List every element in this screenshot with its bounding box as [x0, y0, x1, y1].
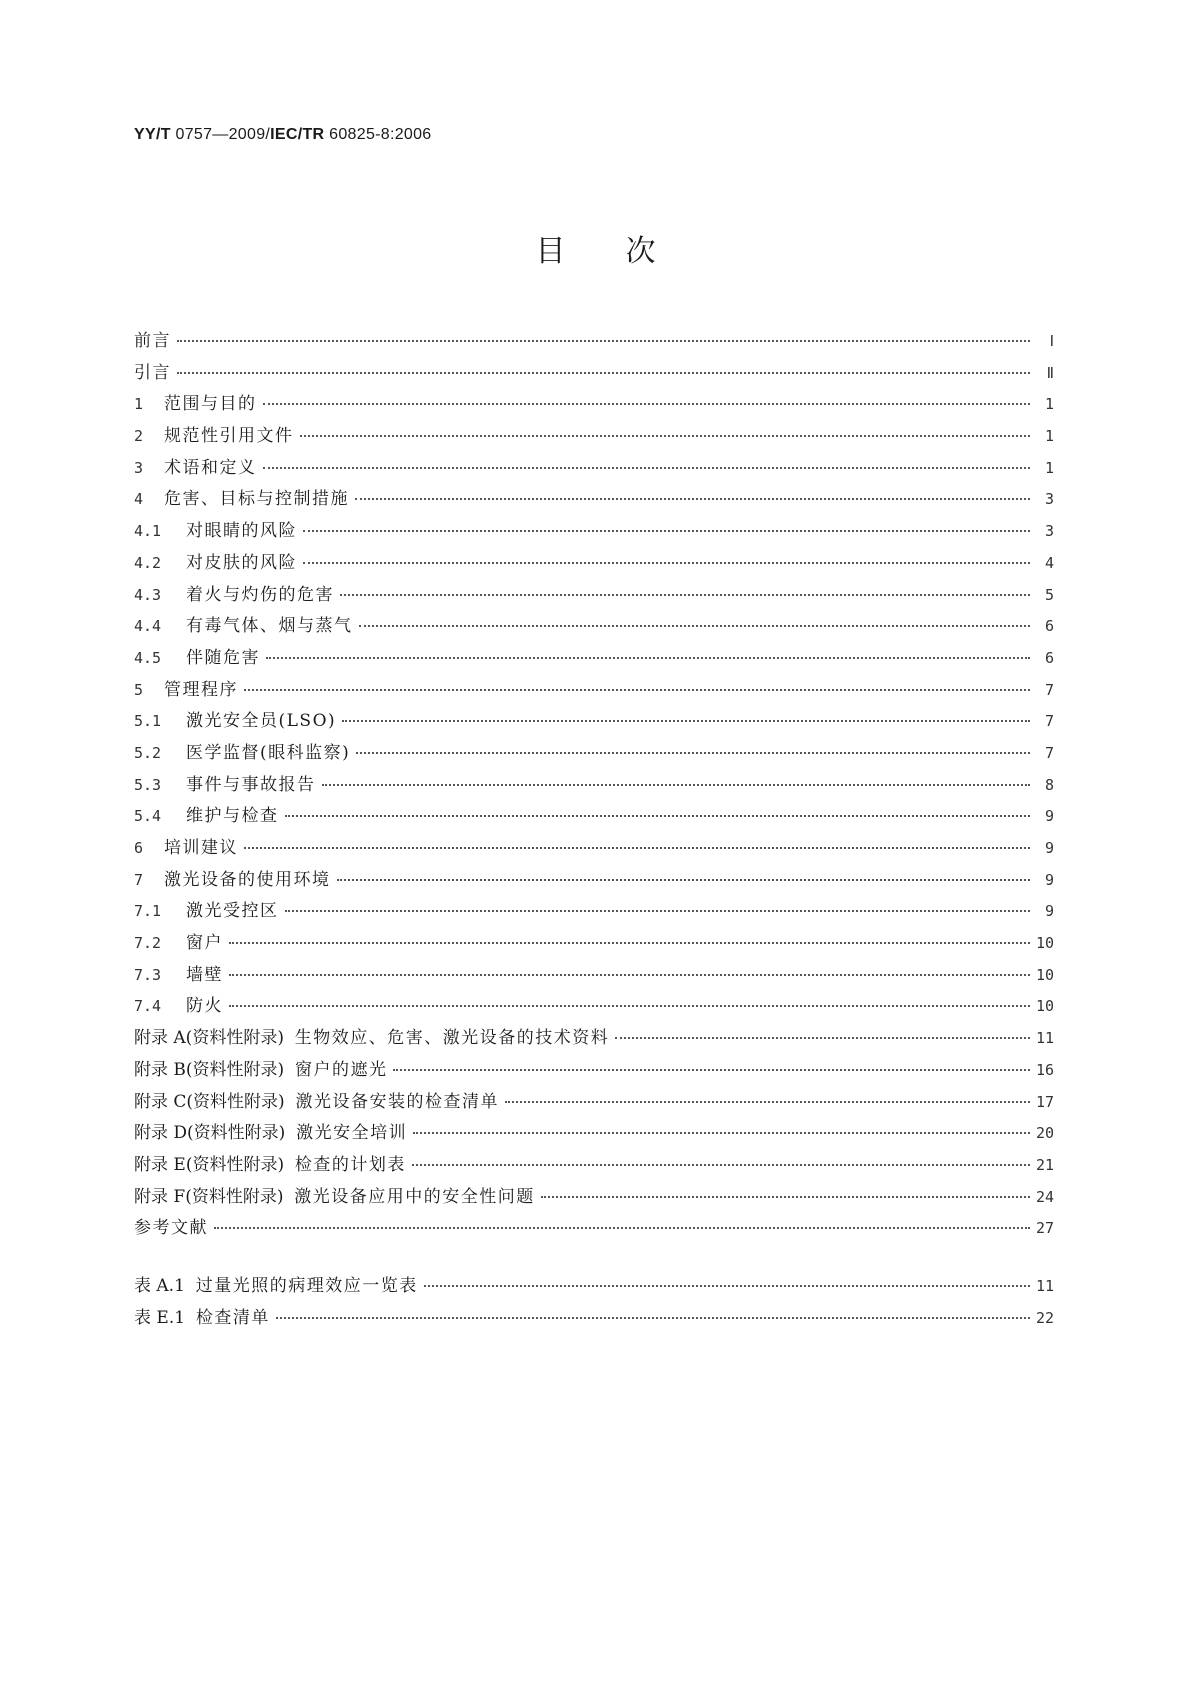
toc-entry-label: 危害、目标与控制措施 — [164, 489, 349, 510]
toc-entry-number: 2 — [134, 427, 144, 446]
toc-entry-label: 有毒气体、烟与蒸气 — [186, 616, 353, 637]
standard-code: YY/T — [134, 126, 171, 143]
toc-entry-label: 培训建议 — [164, 838, 238, 858]
toc-dot-leader — [424, 1285, 1030, 1287]
toc-entry[interactable] — [134, 580, 1054, 612]
toc-dot-leader — [303, 562, 1030, 564]
page-title: 目次 — [535, 234, 716, 269]
toc-entry-page: 21 — [1035, 1155, 1054, 1174]
toc-entry[interactable] — [134, 453, 1054, 485]
toc-entry-page: 27 — [1035, 1219, 1054, 1238]
toc-entry[interactable] — [134, 643, 1054, 675]
toc-dot-leader — [303, 530, 1030, 532]
toc-appendix-prefix: 附录 D(资料性附录) — [134, 1123, 297, 1144]
toc-appendix-prefix: 附录 B(资料性附录) — [134, 1059, 295, 1080]
toc-entry-label: 窗户的遮光 — [294, 1059, 388, 1080]
toc-dot-leader — [229, 974, 1030, 976]
toc-entry-number: 5.1 — [134, 712, 162, 731]
toc-entry-page: 11 — [1035, 1029, 1054, 1048]
toc-dot-leader — [340, 594, 1030, 596]
toc-entry-label: 着火与灼伤的危害 — [186, 584, 334, 605]
toc-entry[interactable] — [134, 675, 1054, 707]
toc-entry[interactable] — [134, 548, 1054, 580]
toc-entry-page: 1 — [1044, 395, 1054, 414]
toc-entry[interactable] — [134, 928, 1054, 960]
toc-table-entry[interactable] — [134, 1271, 1054, 1303]
toc-entry-number: 7.2 — [134, 934, 162, 953]
toc-entry-number: 1 — [134, 395, 144, 414]
toc-entry-number: 4.4 — [134, 617, 162, 636]
toc-entry-page: 7 — [1044, 712, 1054, 731]
table-of-contents — [134, 326, 1054, 1334]
toc-entry-page: 6 — [1044, 617, 1054, 636]
toc-entry-page: 1 — [1044, 458, 1054, 477]
toc-entry-number: 5.2 — [134, 743, 162, 762]
toc-entry-page: 1 — [1044, 427, 1054, 446]
toc-entry-label: 前言 — [134, 331, 171, 351]
toc-entry-label: 防火 — [186, 996, 223, 1017]
toc-entry-page: 16 — [1035, 1060, 1054, 1079]
toc-dot-leader — [300, 435, 1031, 437]
toc-dot-leader — [413, 1132, 1030, 1134]
toc-dot-leader — [266, 657, 1030, 659]
toc-entry-label: 伴随危害 — [186, 647, 260, 668]
toc-entry[interactable] — [134, 1150, 1054, 1182]
toc-entry-number: 7.3 — [134, 965, 162, 984]
toc-entry-page: 10 — [1035, 965, 1054, 984]
toc-dot-leader — [359, 625, 1031, 627]
toc-entry-page: 7 — [1044, 680, 1054, 699]
toc-entry[interactable] — [134, 611, 1054, 643]
toc-table-number: 表 E.1 — [134, 1307, 196, 1328]
toc-entry-number: 5.4 — [134, 807, 162, 826]
toc-entry[interactable] — [134, 389, 1054, 421]
toc-entry[interactable] — [134, 1055, 1054, 1087]
toc-entry[interactable] — [134, 1087, 1054, 1119]
toc-entry-number: 4.5 — [134, 648, 162, 667]
toc-dot-leader — [393, 1069, 1029, 1071]
toc-entry-page: 10 — [1035, 997, 1054, 1016]
toc-entry-number: 3 — [134, 458, 144, 477]
toc-dot-leader — [177, 340, 1030, 342]
toc-entry-page: 9 — [1044, 839, 1054, 857]
toc-appendix-prefix: 附录 F(资料性附录) — [134, 1186, 295, 1207]
toc-entry-page: 7 — [1044, 743, 1054, 762]
toc-entry-label: 激光设备安装的检查清单 — [295, 1091, 499, 1112]
toc-entry-page: 24 — [1035, 1187, 1054, 1206]
toc-dot-leader — [355, 498, 1030, 500]
toc-entry-page: 3 — [1044, 522, 1054, 541]
toc-dot-leader — [342, 720, 1030, 722]
toc-appendix-prefix: 附录 A(资料性附录) — [134, 1028, 295, 1049]
toc-entry-page: 10 — [1035, 934, 1054, 953]
toc-dot-leader — [356, 752, 1030, 754]
toc-entry-page: 8 — [1044, 775, 1054, 794]
toc-entry-number: 7.4 — [134, 997, 162, 1016]
toc-entry-label: 对眼睛的风险 — [186, 521, 297, 542]
toc-entry-label: 事件与事故报告 — [186, 774, 316, 795]
toc-entry-label: 过量光照的病理效应一览表 — [195, 1275, 418, 1296]
toc-dot-leader — [412, 1164, 1030, 1166]
toc-entry-label: 术语和定义 — [164, 457, 257, 478]
toc-entry-label: 范围与目的 — [164, 394, 257, 415]
toc-entry-number: 4.3 — [134, 585, 162, 604]
toc-entry-number: 5 — [134, 680, 144, 699]
toc-entry-label: 规范性引用文件 — [164, 426, 294, 447]
toc-entry-label: 激光安全员(LSO) — [186, 711, 337, 732]
toc-dot-leader — [322, 784, 1031, 786]
toc-entry-label: 窗户 — [186, 933, 223, 954]
toc-dot-leader — [285, 815, 1031, 817]
toc-entry-number: 4 — [134, 490, 144, 509]
toc-entry[interactable] — [134, 1023, 1054, 1055]
toc-entry-number: 4.2 — [134, 553, 162, 572]
toc-entry-label: 生物效应、危害、激光设备的技术资料 — [294, 1028, 610, 1049]
toc-dot-leader — [263, 403, 1031, 405]
toc-dot-leader — [244, 689, 1030, 691]
toc-appendix-prefix: 附录 E(资料性附录) — [134, 1154, 295, 1175]
toc-entry-label: 检查清单 — [195, 1307, 270, 1328]
toc-dot-leader — [337, 879, 1031, 881]
toc-dot-leader — [229, 1005, 1030, 1007]
toc-entry[interactable] — [134, 991, 1054, 1023]
toc-entry-label: 参考文献 — [134, 1218, 208, 1239]
toc-appendix-prefix: 附录 C(资料性附录) — [134, 1091, 296, 1112]
toc-entry-page: 20 — [1035, 1124, 1054, 1143]
toc-section-gap — [134, 1245, 1054, 1271]
toc-table-entry[interactable] — [134, 1303, 1054, 1335]
toc-table-number: 表 A.1 — [134, 1275, 196, 1296]
toc-entry-page: 17 — [1035, 1092, 1054, 1111]
toc-dot-leader — [263, 467, 1031, 469]
toc-dot-leader — [244, 847, 1030, 849]
toc-entry-page: Ⅰ — [1049, 332, 1054, 350]
toc-entry[interactable] — [134, 1182, 1054, 1214]
toc-entry[interactable] — [134, 1213, 1054, 1245]
toc-entry-label: 检查的计划表 — [294, 1154, 406, 1175]
toc-entry[interactable] — [134, 738, 1054, 770]
toc-entry-page: 9 — [1044, 902, 1054, 921]
toc-entry[interactable] — [134, 1118, 1054, 1150]
toc-entry[interactable] — [134, 326, 1054, 358]
toc-entry-number: 7.1 — [134, 902, 162, 921]
toc-entry[interactable] — [134, 770, 1054, 802]
toc-entry-label: 激光安全培训 — [296, 1123, 408, 1144]
toc-entry[interactable] — [134, 516, 1054, 548]
toc-entry[interactable] — [134, 358, 1054, 390]
iec-code: IEC/TR — [270, 126, 325, 143]
toc-entry-label: 管理程序 — [164, 679, 238, 700]
toc-dot-leader — [285, 910, 1031, 912]
toc-entry-label: 维护与检查 — [186, 806, 279, 827]
toc-entry-label: 激光设备应用中的安全性问题 — [294, 1186, 535, 1207]
toc-entry-label: 对皮肤的风险 — [186, 552, 297, 573]
toc-entry[interactable] — [134, 960, 1054, 992]
toc-dot-leader — [177, 372, 1030, 374]
standard-number: 0757—2009/ — [170, 126, 271, 143]
toc-entry[interactable] — [134, 421, 1054, 453]
toc-entry[interactable] — [134, 484, 1054, 516]
toc-dot-leader — [276, 1317, 1030, 1319]
toc-entry-label: 激光受控区 — [186, 901, 279, 922]
toc-entry-label: 医学监督(眼科监察) — [186, 742, 351, 763]
toc-entry-number: 5.3 — [134, 775, 162, 794]
toc-entry-page: 9 — [1044, 870, 1054, 889]
toc-entry[interactable] — [134, 865, 1054, 897]
document-header — [134, 126, 432, 144]
toc-entry[interactable] — [134, 706, 1054, 738]
toc-entry-page: 22 — [1035, 1308, 1054, 1327]
toc-dot-leader — [541, 1196, 1030, 1198]
toc-entry-page: 9 — [1044, 807, 1054, 826]
toc-entry-number: 6 — [134, 839, 144, 857]
toc-entry-page: 4 — [1044, 553, 1054, 572]
toc-dot-leader — [505, 1101, 1030, 1103]
toc-entry-page: Ⅱ — [1046, 363, 1054, 382]
toc-entry-page: 6 — [1044, 648, 1054, 667]
toc-entry-number: 4.1 — [134, 522, 162, 541]
toc-entry-page: 11 — [1035, 1276, 1054, 1295]
toc-entry-page: 3 — [1044, 490, 1054, 509]
toc-entry[interactable] — [134, 833, 1054, 865]
toc-entry[interactable] — [134, 801, 1054, 833]
toc-dot-leader — [214, 1227, 1030, 1229]
toc-entry-label: 引言 — [134, 362, 171, 383]
toc-entry[interactable] — [134, 896, 1054, 928]
toc-dot-leader — [615, 1037, 1030, 1039]
toc-entry-label: 激光设备的使用环境 — [164, 869, 331, 890]
toc-entry-label: 墙壁 — [186, 964, 223, 985]
toc-dot-leader — [229, 942, 1030, 944]
iec-number: 60825-8:2006 — [324, 126, 432, 143]
toc-entry-page: 5 — [1044, 585, 1054, 604]
toc-entry-number: 7 — [134, 870, 144, 889]
